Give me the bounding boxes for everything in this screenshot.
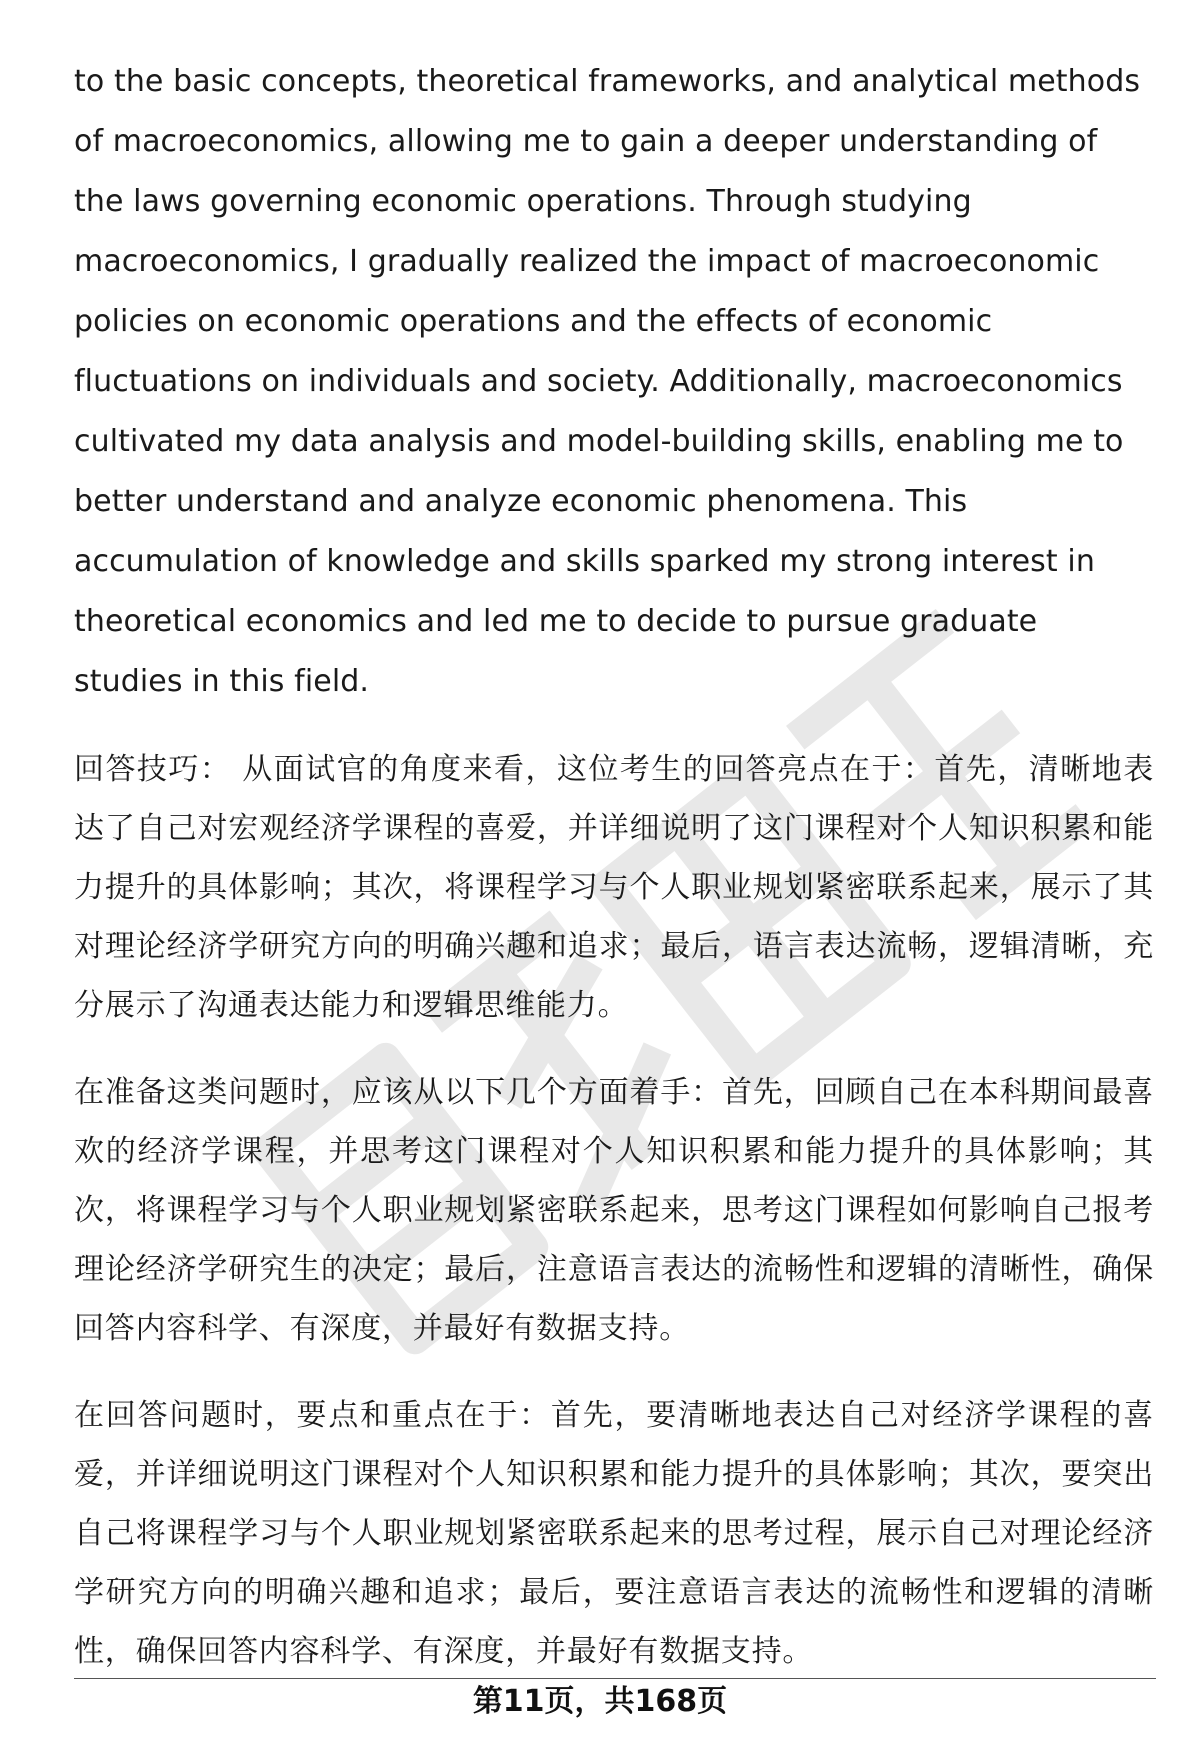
document-body bbox=[74, 52, 1154, 1709]
page-number: 第11页，共168页 bbox=[472, 1684, 728, 1719]
paragraph-key-points: 在回答问题时，要点和重点在于：首先，要清晰地表达自己对经济学课程的喜爱，并详细说明这门课程对个人知识积累和能力提升的具体影响；其次，要突出自己将课程学习与个人职业规划紧密联系起来的思考过程，展示自己对理论经济学研究方向的明确兴趣和追求；最后，要注意语言表达的流畅性和逻辑的清晰性，确保回答内容科学、有深度，并最好有数据支持。 bbox=[74, 1398, 1154, 1669]
paragraph-answer-tips: 回答技巧： 从面试官的角度来看，这位考生的回答亮点在于：首先，清晰地表达了自己对宏观经济学课程的喜爱，并详细说明了这门课程对个人知识积累和能力提升的具体影响；其次，将课程学习与个人职业规划紧密联系起来，展示了其对理论经济学研究方向的明确兴趣和追求；最后，语言表达流畅，逻辑清晰，充分展示了沟通表达能力和逻辑思维能力。 bbox=[74, 752, 1154, 1023]
paragraph-english: to the basic concepts, theoretical frameworks, and analytical methods of macroeconomics, allowing me to gain a deeper understanding of the laws governing economic operations. Through studying macroeconomics, I gradually realized the impact of macroeconomic policies on economic operations and the effects of economic fluctuations on individuals and society. Additionally, macroeconomics cultivated my data analysis and model-building skills, enabling me to better understand and analyze economic phenomena. This accumulation of knowledge and skills sparked my strong interest in theoretical economics and led me to decide to pursue graduate studies in this field. bbox=[74, 64, 1141, 699]
paragraph-preparation: 在准备这类问题时，应该从以下几个方面着手：首先，回顾自己在本科期间最喜欢的经济学课程，并思考这门课程对个人知识积累和能力提升的具体影响；其次，将课程学习与个人职业规划紧密联系起来，思考这门课程如何影响自己报考理论经济学研究生的决定；最后，注意语言表达的流畅性和逻辑的清晰性，确保回答内容科学、有深度，并最好有数据支持。 bbox=[74, 1075, 1154, 1346]
footer-divider bbox=[74, 1678, 1156, 1679]
